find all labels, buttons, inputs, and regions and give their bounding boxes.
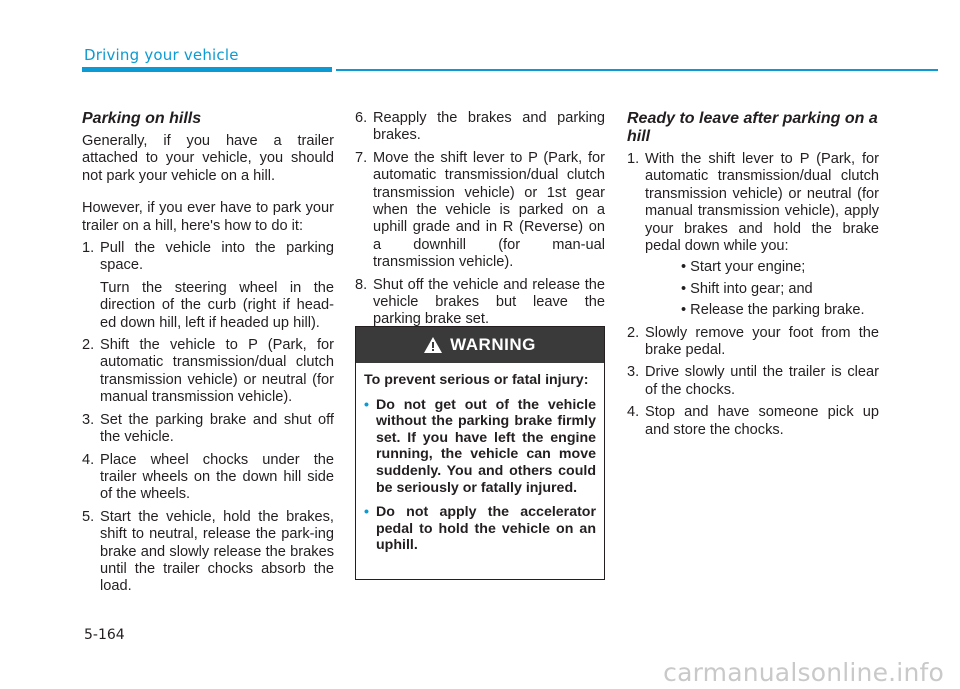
list-item — [82, 452, 334, 504]
list-item — [82, 337, 334, 407]
watermark: carmanualsonline.info — [663, 658, 944, 687]
paragraph-intro: Generally, if you have a trailer attached to your vehicle, you should not park your vehicle on a hill. — [82, 133, 334, 184]
step-text: Stop and have someone pick up and store the chocks. — [645, 404, 879, 438]
warning-bullet — [364, 504, 596, 554]
warning-body — [356, 363, 604, 554]
paragraph-howto: However, if you ever have to park your trailer on a hill, here's how to do it: — [82, 200, 334, 234]
step-subtext: Turn the steering wheel in the direction of the curb (right if head-ed down hill, left if headed up hill). — [100, 279, 334, 331]
column-middle — [355, 110, 605, 334]
step-text: Drive slowly until the trailer is clear of the chocks. — [645, 364, 879, 398]
step-number: 6. — [355, 110, 368, 126]
heading-parking-on-hills: Parking on hills — [82, 110, 202, 127]
sub-bullet: • Start your engine; — [681, 259, 806, 276]
bullet-dot-icon: • — [364, 504, 369, 521]
warning-box — [355, 326, 605, 580]
list-item — [355, 277, 605, 329]
step-number: 2. — [82, 337, 95, 354]
list-item — [82, 412, 334, 447]
heading-ready-to-leave: Ready to leave after parking on a hill — [627, 110, 878, 145]
step-number: 7. — [355, 149, 368, 166]
parking-steps-list — [82, 240, 334, 596]
list-item — [355, 150, 605, 272]
step-text: Start the vehicle, hold the brakes, shift to neutral, release the park-ing brake and slowly release the brakes until the trailer chocks absorb the load. — [100, 508, 334, 595]
header-rule-thick — [82, 67, 332, 72]
warning-bullet — [364, 397, 596, 497]
bullet-dot-icon: • — [364, 396, 369, 413]
header-rule-thin — [336, 69, 938, 71]
step-text: Shut off the vehicle and release the vehicle brakes but leave the parking brake set. — [373, 276, 605, 328]
parking-steps-continued — [355, 110, 605, 329]
step-text: Set the parking brake and shut off the vehicle. — [100, 411, 334, 446]
sub-bullet-list — [645, 259, 879, 319]
step-number: 1. — [82, 240, 95, 257]
sub-bullet: • Release the parking brake. — [681, 302, 865, 319]
page-number: 5-164 — [84, 627, 125, 643]
step-text: Shift the vehicle to P (Park, for automatic transmission/dual clutch transmission vehicle) or neutral (for manual transmission vehicle). — [100, 337, 334, 406]
list-item — [627, 151, 879, 320]
warning-title: WARNING — [450, 335, 536, 354]
section-title: Driving your vehicle — [84, 46, 239, 64]
step-number: 4. — [627, 404, 640, 421]
sub-bullet: • Shift into gear; and — [681, 280, 813, 297]
step-text: Slowly remove your foot from the brake pedal. — [645, 324, 879, 359]
list-item — [82, 240, 334, 332]
warning-header — [356, 327, 604, 363]
warning-intro: To prevent serious or fatal injury: — [364, 372, 589, 388]
column-right — [627, 110, 879, 444]
step-number: 2. — [627, 324, 640, 341]
step-text: Pull the vehicle into the parking space. — [100, 240, 334, 274]
column-left — [82, 110, 334, 601]
list-item — [627, 404, 879, 439]
step-number: 3. — [82, 411, 95, 428]
step-number: 4. — [82, 451, 95, 468]
step-number: 8. — [355, 276, 368, 293]
list-item — [82, 509, 334, 596]
step-text: Move the shift lever to P (Park, for automatic transmission/dual clutch transmission vehicle) or 1st gear when the vehicle is parked on a uphill grade and in R (Reverse) on a downhill (for man-ual transmission vehicle). — [373, 149, 605, 271]
list-item — [627, 325, 879, 360]
warning-bullet-text: Do not apply the accelerator pedal to hold the vehicle on an uphill. — [376, 504, 596, 554]
step-number: 1. — [627, 151, 640, 167]
step-number: 5. — [82, 508, 95, 525]
step-text: Reapply the brakes and parking brakes. — [373, 110, 605, 144]
step-text: Place wheel chocks under the trailer wheels on the down hill side of the wheels. — [100, 451, 334, 503]
step-number: 3. — [627, 364, 640, 381]
warning-triangle-icon — [424, 337, 442, 353]
list-item — [355, 110, 605, 145]
step-text: With the shift lever to P (Park, for automatic transmission/dual clutch transmission vehicle) or neutral (for manual transmission vehicle), apply your brakes and hold the brake pedal down while you: — [645, 151, 879, 255]
warning-bullet-text: Do not get out of the vehicle without the parking brake firmly set. If you have left the engine running, the vehicle can move suddenly. You and others could be seriously or fatally injured. — [376, 396, 596, 496]
leave-steps-list — [627, 151, 879, 439]
list-item — [627, 364, 879, 399]
